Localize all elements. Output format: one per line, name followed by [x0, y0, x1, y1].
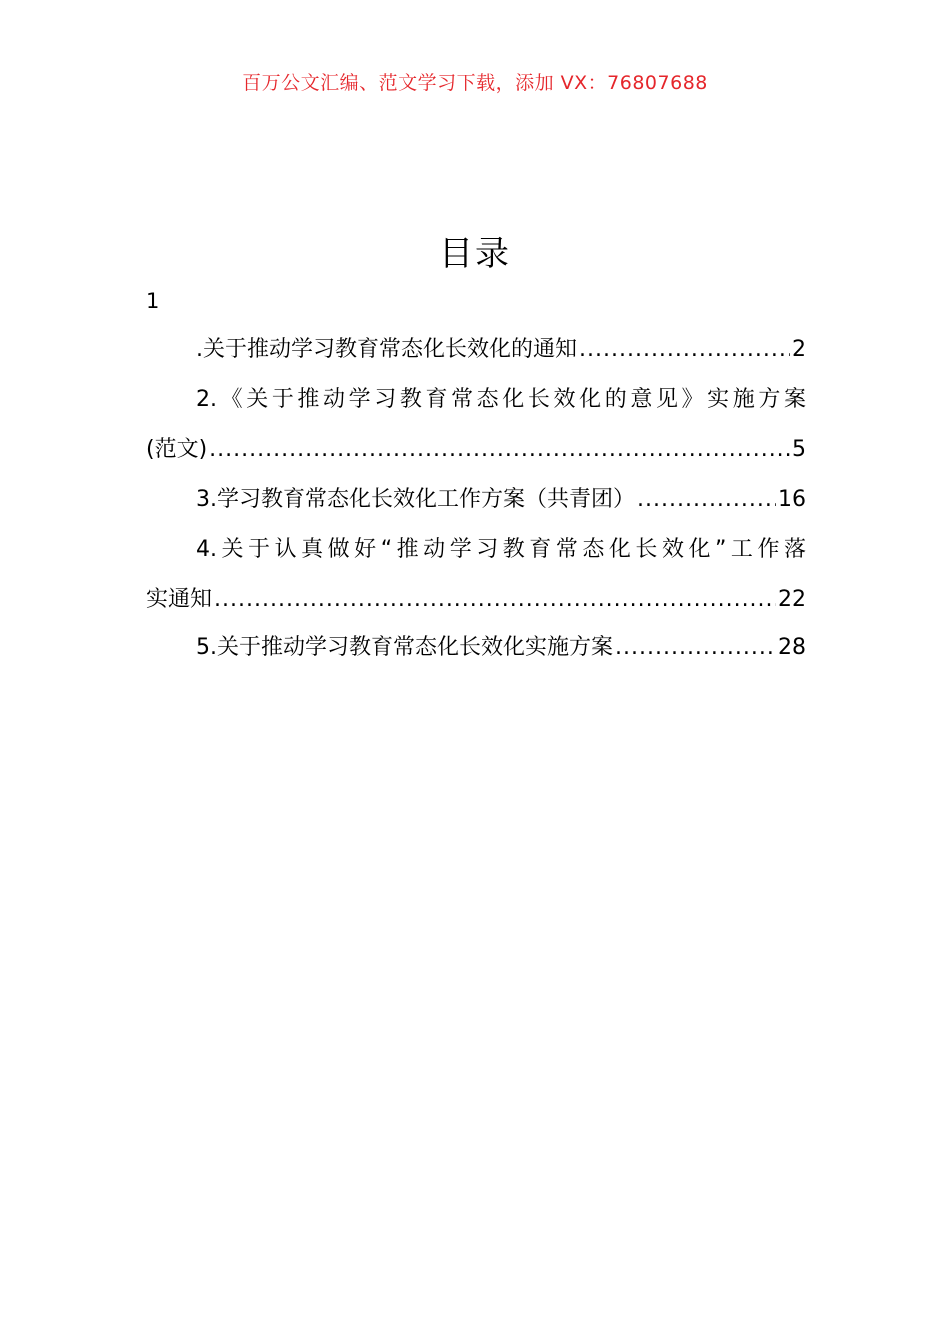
toc-entry-5-leader	[615, 628, 776, 668]
toc-entry-2-page: 5	[792, 437, 806, 462]
toc-entry-4-page: 22	[778, 587, 806, 612]
toc-entry-3-page: 16	[778, 487, 806, 512]
toc-entry-5-text: 5.关于推动学习教育常态化长效化实施方案	[196, 635, 613, 660]
toc-entry-2-line1[interactable]	[196, 380, 806, 420]
toc-entry-3-leader	[637, 480, 776, 520]
toc-entry-3[interactable]	[196, 480, 806, 520]
toc-entry-1-text: .关于推动学习教育常态化长效化的通知	[196, 337, 577, 362]
toc-entry-1[interactable]	[196, 330, 806, 370]
toc-entry-1-page: 2	[792, 337, 806, 362]
toc-entry-5[interactable]	[196, 628, 806, 668]
toc-entry-1-leader	[579, 330, 790, 370]
toc-entry-4-text: 4.关于认真做好“推动学习教育常态化长效化”工作落	[196, 537, 806, 562]
toc-entry-4-text-cont: 实通知	[146, 587, 213, 612]
toc-entry-4[interactable]	[146, 580, 806, 620]
stray-number: 1	[146, 289, 160, 313]
toc-entry-2[interactable]	[146, 430, 806, 470]
toc-entry-4-leader	[214, 580, 776, 620]
toc-entry-2-leader	[209, 430, 790, 470]
toc-entry-4-line1[interactable]	[196, 530, 806, 570]
header-banner: 百万公文汇编、范文学习下载，添加 VX：76807688	[242, 72, 708, 94]
toc-entry-2-text-cont: (范文)	[146, 437, 208, 462]
toc-entry-3-text: 3.学习教育常态化长效化工作方案（共青团）	[196, 487, 635, 512]
toc-entry-2-text: 2.《关于推动学习教育常态化长效化的意见》实施方案	[196, 387, 806, 412]
page-title: 目录	[439, 234, 511, 274]
toc-entry-5-page: 28	[778, 635, 806, 660]
